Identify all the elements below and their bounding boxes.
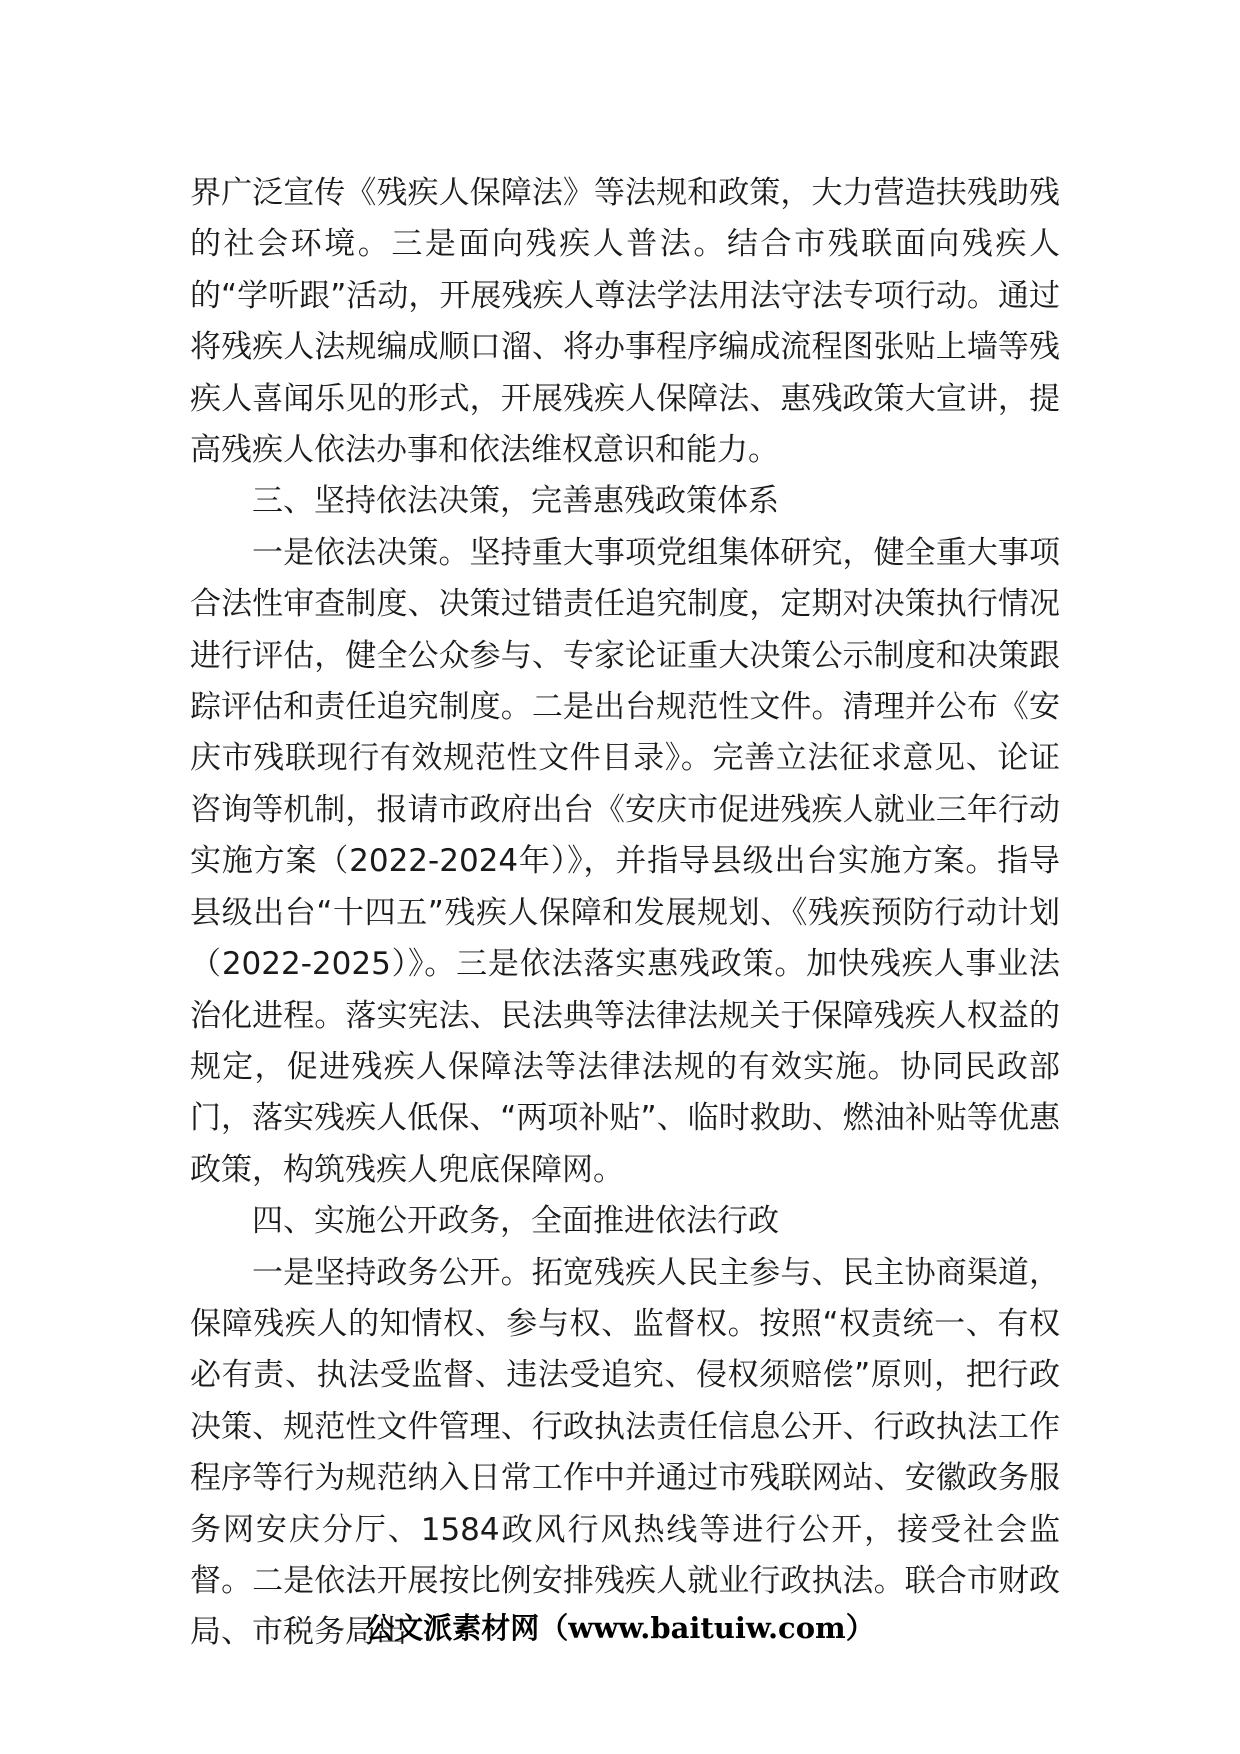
paragraph-section-3: 一是依法决策。坚持重大事项党组集体研究，健全重大事项合法性审查制度、决策过错责任追究制度，定期对决策执行情况进行评估，健全公众参与、专家论证重大决策公示制度和决策跟踪评估和责任追究制度。二是出台规范性文件。清理并公布《安庆市残联现行有效规范性文件目录》。完善立法征求意见、论证咨询等机制，报请市政府出台《安庆市促进残疾人就业三年行动实施方案（2022-2024年）》，并指导县级出台实施方案。指导县级出台“十四五”残疾人保障和发展规划、《残疾预防行动计划（2022-2025）》。三是依法落实惠残政策。加快残疾人事业法治化进程。落实宪法、民法典等法律法规关于保障残疾人权益的规定，促进残疾人保障法等法律法规的有效实施。协同民政部门，落实残疾人低保、“两项补贴”、临时救助、燃油补贴等优惠政策，构筑残疾人兜底保障网。 [190, 534, 1060, 1188]
page-footer-watermark: 公文派素材网（www.baituiw.com） [365, 1611, 875, 1645]
document-body [190, 168, 1060, 1659]
section-heading-3: 三、坚持依法决策，完善惠残政策体系 [252, 483, 779, 520]
paragraph-section-4: 一是坚持政务公开。拓宽残疾人民主参与、民主协商渠道，保障残疾人的知情权、参与权、监督权。按照“权责统一、有权必有责、执法受监督、违法受追究、侵权须赔偿”原则，把行政决策、规范性文件管理、行政执法责任信息公开、行政执法工作程序等行为规范纳入日常工作中并通过市残联网站、安徽政务服务网安庆分厅、1584政风行风热线等进行公开，接受社会监督。二是依法开展按比例安排残疾人就业行政执法。联合市财政局、市税务局出 [190, 1254, 1060, 1651]
section-heading-4: 四、实施公开政务，全面推进依法行政 [252, 1203, 779, 1240]
paragraph-continuation: 界广泛宣传《残疾人保障法》等法规和政策，大力营造扶残助残的社会环境。三是面向残疾人普法。结合市残联面向残疾人的“学听跟”活动，开展残疾人尊法学法用法守法专项行动。通过将残疾人法规编成顺口溜、将办事程序编成流程图张贴上墙等残疾人喜闻乐见的形式，开展残疾人保障法、惠残政策大宣讲，提高残疾人依法办事和依法维权意识和能力。 [190, 175, 1060, 469]
